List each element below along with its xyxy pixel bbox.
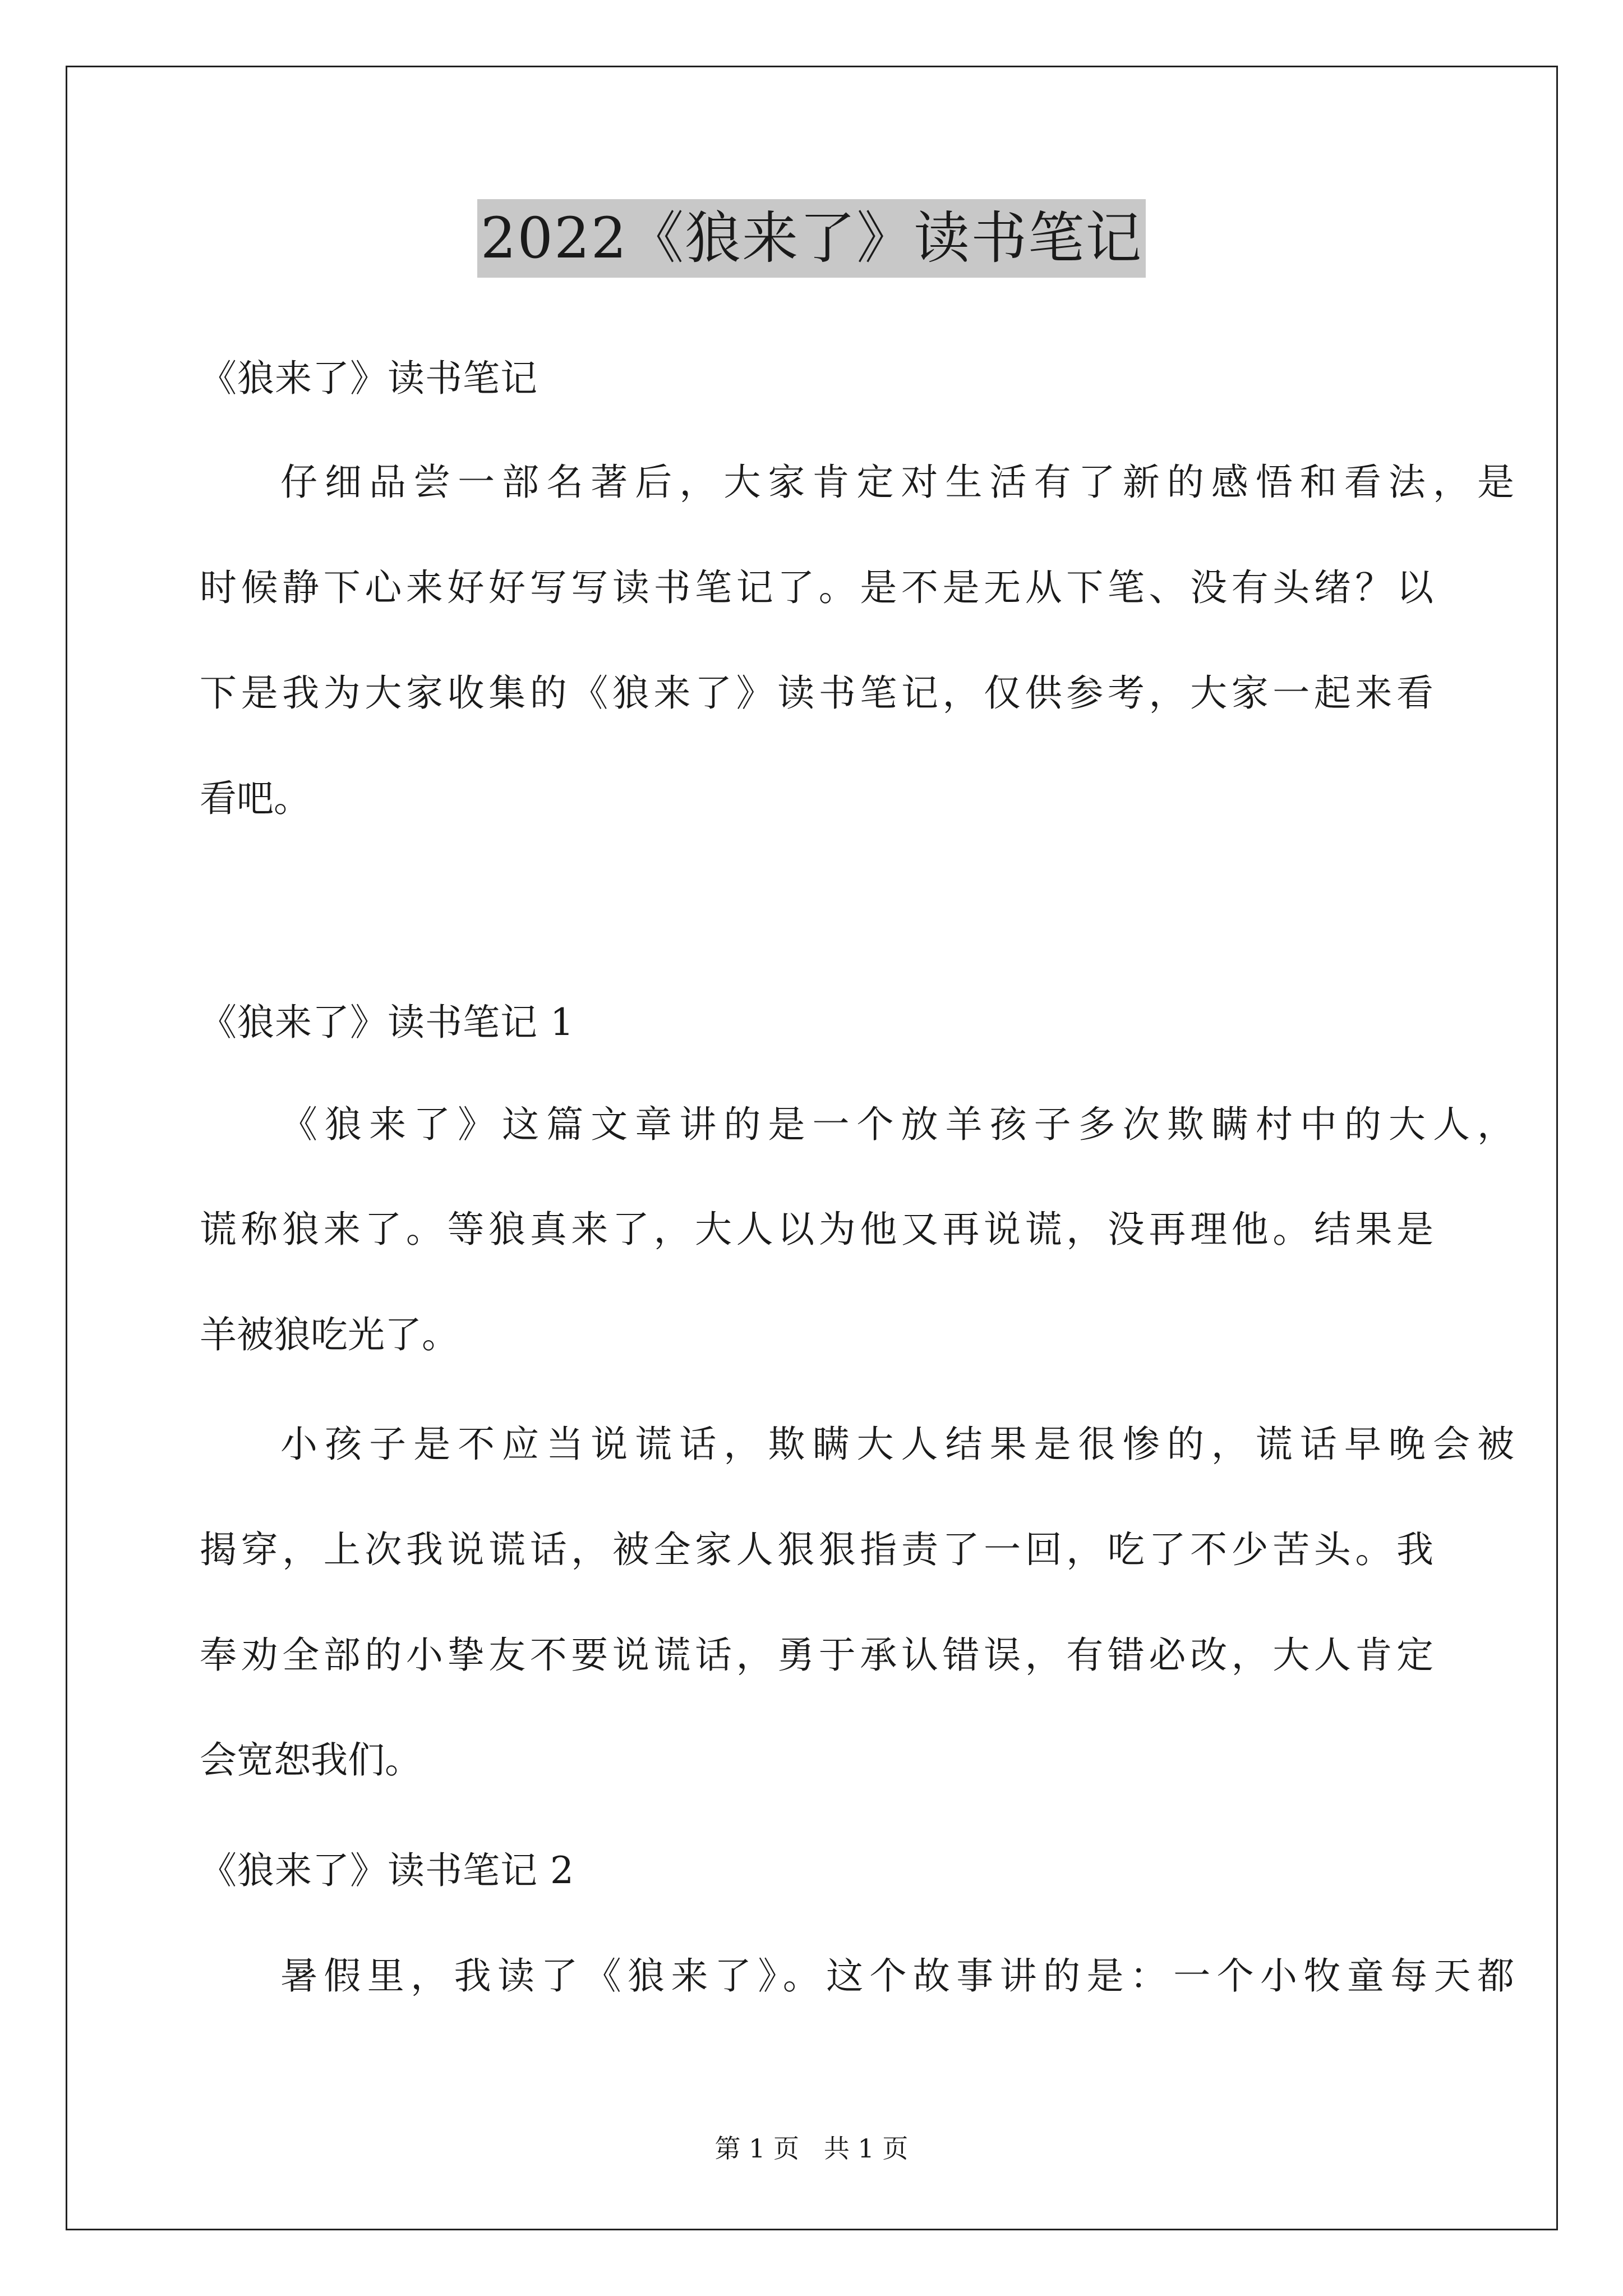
note2-para1-line-1: 暑假里，我读了《狼来了》。这个故事讲的是：一个小牧童每天都 <box>280 1954 1514 1998</box>
page-footer: 第 1 页 共 1 页 <box>714 2133 909 2164</box>
note1-para2-line-4: 会宽恕我们。 <box>200 1738 422 1782</box>
note1-para1-line-2: 谎称狼来了。等狼真来了，大人以为他又再说谎，没再理他。结果是 <box>200 1208 1433 1251</box>
document-subtitle: 《狼来了》读书笔记 <box>200 357 538 400</box>
intro-line-4: 看吧。 <box>200 777 311 820</box>
intro-line-2: 时候静下心来好好写写读书笔记了。是不是无从下笔、没有头绪？以 <box>200 566 1433 609</box>
note1-heading: 《狼来了》读书笔记 1 <box>200 1001 574 1044</box>
note1-para2-line-1: 小孩子是不应当说谎话，欺瞒大人结果是很惨的，谎话早晚会被 <box>280 1423 1514 1466</box>
note1-para2-line-2: 揭穿，上次我说谎话，被全家人狠狠指责了一回，吃了不少苦头。我 <box>200 1528 1433 1571</box>
note1-para1-line-1: 《狼来了》这篇文章讲的是一个放羊孩子多次欺瞒村中的大人， <box>280 1103 1514 1146</box>
intro-line-3: 下是我为大家收集的《狼来了》读书笔记，仅供参考，大家一起来看 <box>200 671 1433 715</box>
note1-para2-line-3: 奉劝全部的小挚友不要说谎话，勇于承认错误，有错必改，大人肯定 <box>200 1634 1433 1677</box>
note1-para1-line-3: 羊被狼吃光了。 <box>200 1313 459 1356</box>
note2-heading: 《狼来了》读书笔记 2 <box>200 1849 574 1892</box>
intro-line-1: 仔细品尝一部名著后，大家肯定对生活有了新的感悟和看法，是 <box>280 461 1514 504</box>
title-container <box>0 199 1623 278</box>
document-title: 2022《狼来了》读书笔记 <box>477 199 1146 278</box>
